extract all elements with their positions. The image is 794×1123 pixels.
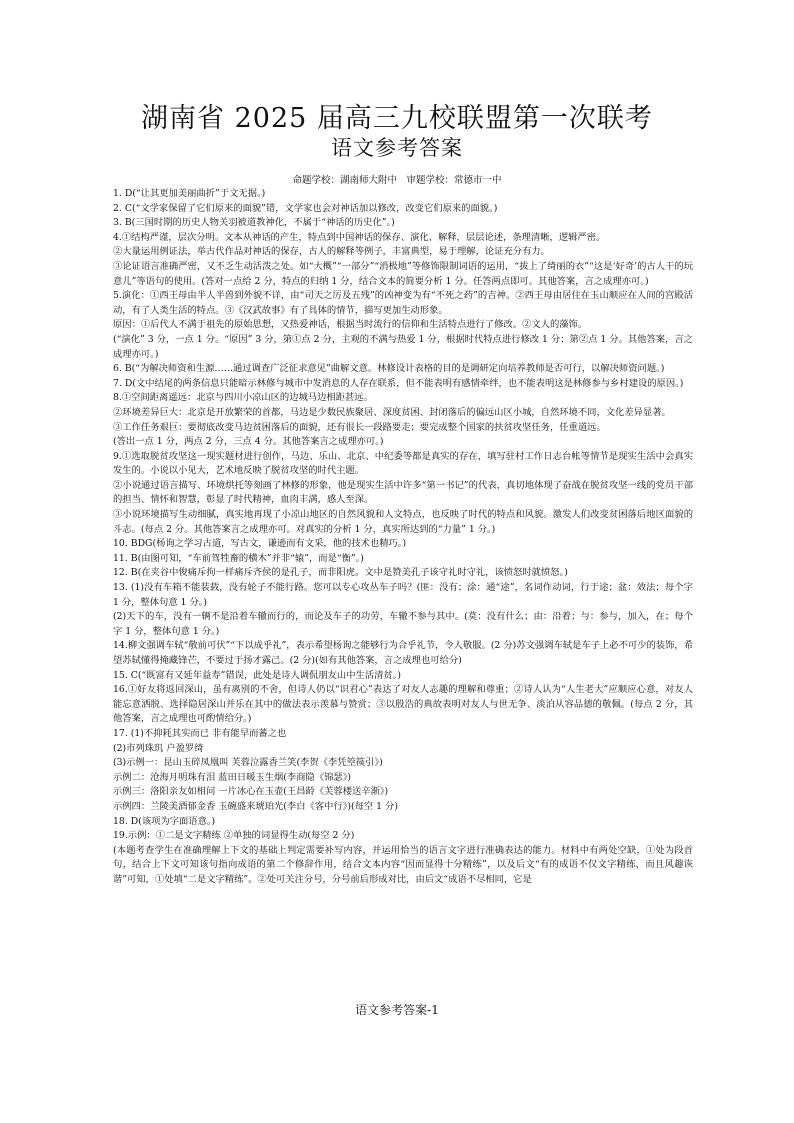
answer-line: ③论证语言准确严密，又不乏生动活泼之处。如“大概”“一部分”“消极地”等修饰限制词语的运用，“拔上了绮丽的衣”“这是‘好奇’的古人干的玩意儿”等语句的使用。(答对一点给 2 分，特点的归纳 1 分，结合文本的简要分析 1 分。任答两点即可。其他答案，言之成理亦可。)	[113, 260, 693, 287]
answer-line: (2)市列珠玑 户盈罗绮	[113, 742, 204, 754]
answer-body	[113, 187, 693, 888]
answer-line: (3)示例一：昆山玉碎凤凰叫 芙蓉泣露香兰笑(李贺《李凭箜篌引》)	[113, 757, 383, 769]
answer-line: 10. BDG(杨询之学习古道，写古文，谦逊而有文采，他的技术也精巧。)	[113, 538, 407, 550]
answer-line: 15. C(“既富有又延年益寿”错误，此处是诗人调侃朋友山中生活清贫。)	[113, 669, 401, 681]
answer-line: (本题考查学生在准确理解上下文的基础上判定需要补写内容，并运用恰当的语言文字进行准确表达的能力。材料中有两处空缺，①处为段首句，结合上下文可知该句指向成语的第二个修辞作用，结合文本内容“因而显得十分精练”，以及后文“有的成语不仅文字精练，而且风趣诙谐”可知，①处填“二是文字精练”。②处可关注分号，分号前后形成对比，由后文“成语不尽相同，它是	[113, 844, 693, 885]
answer-line: 示例二：沧海月明珠有泪 蓝田日暖玉生烟(李商隐《锦瑟》)	[113, 771, 351, 783]
answer-line: ②小说通过语言描写、环境烘托等刻画了林修的形象，他是现实生活中许多“第一书记”的代表，真切地体现了奋战在脱贫攻坚一线的党员干部的担当、情怀和智慧，彰显了时代精神，血肉丰满，感人至深。	[113, 479, 693, 506]
page-subtitle: 语文参考答案	[331, 136, 463, 160]
exam-meta: 命题学校：湖南师大附中 审题学校：常德市一中	[292, 175, 502, 186]
answer-line: 5.演化：①西王母由半人半兽到外貌不详，由“司天之厉及五残”的凶神变为有“不死之药”的吉神。②西王母由居住在玉山顺应在人间的宫殿活动，有了人类生活的特点。③《汉武故事》有了具体的情节，描写更加生动形象。	[113, 290, 693, 316]
answer-line: 2. C(“文学家保留了它们原来的面貌”错，文学家也会对神话加以修改，改变它们原来的面貌。)	[113, 202, 498, 214]
answer-line: 11. B(由图可知，“车前驾牲畜的横木”并非“辕”，而是“衡”。)	[113, 552, 364, 564]
answer-line: 14.柳文强调车轼“敬前可伏”“下以成乎礼”，表示希望杨询之能够行为合乎礼节，令人敬服。(2 分)苏文强调车轼是车子上必不可少的装饰，希望苏轼懂得掩藏锋芒，不要过于扬才露己。(2 分)(如有其他答案，言之成理也可给分)	[113, 640, 693, 666]
answer-line: (答出一点 1 分，两点 2 分，三点 4 分。其他答案言之成理亦可。)	[113, 436, 384, 448]
answer-line: ②环境差异巨大：北京是开放繁荣的首都，马边是少数民族聚居、深度贫困、封闭落后的偏远山区小城，自然环境不同，文化差异显著。	[113, 406, 671, 418]
answer-line: 示例四：兰陵美酒郁金香 玉碗盛来琥珀光(李白《客中行》)(每空 1 分)	[113, 800, 398, 812]
answer-line: 1. D(“让其更加美丽曲折”于文无据。)	[113, 188, 266, 199]
answer-line: 示例三：洛阳亲友如相问 一片冰心在玉壶(王昌龄《芙蓉楼送辛渐》)	[113, 786, 389, 798]
answer-line: (2)天下的车，没有一辆不是沿着车辙而行的，而论及车子的功劳，车辙不参与其中。(莫：没有什么；由：沿着；与：参与，加入，在；每个字 1 分，整体句意 1 分。)	[113, 611, 693, 637]
page-title: 湖南省 2025 届高三九校联盟第一次联考	[141, 103, 653, 134]
answer-line: 12. B(在夹谷中俊痛斥拘一样痛斥齐侯的是孔子，而非阳虎。文中是赞美孔子该守礼时守礼，该愤怒时就愤怒。)	[113, 567, 568, 579]
answer-line: ③小说环境描写生动细腻，真实地再现了小凉山地区的自然风貌和人文特点，也反映了时代的特点和风貌。激发人们改变贫困落后地区面貌的斗志。(每点 2 分。其他答案言之成理亦可。对真实的分析 1 分，真实所达到的“力量” 1 分。)	[113, 509, 693, 535]
page-footer: 语文参考答案-1	[355, 1003, 439, 1017]
answer-line: 7. D(文中结尾的两条信息只能暗示林修与城市中发消息的人存在联系，但不能表明有感情牵绊，也不能表明这是林修参与乡村建设的原因。)	[113, 377, 684, 389]
answer-line: 4.①结构严谨，层次分明。文本从神话的产生，特点到中国神话的保存、演化、解释，层层论述，条理清晰，逻辑严密。	[113, 231, 606, 243]
answer-line: 18. D(该项为字面语意。)	[113, 815, 216, 827]
answer-line: 16.①好友将返回深山，虽有离别的不舍，但诗人仍以“识君心”表达了对友人志趣的理解和尊重；②诗人认为“人生老大”应顺应心意，对友人能忘意洒脱、选择隐居深山并乐在其中的做法表示羡慕与赞赏；③以殷浩的典故表明对友人与世无争、淡泊从容品德的敬佩。(每点 2 分，其他答案，言之成理也可酌情给分。)	[113, 684, 693, 725]
answer-line: 8.①空间距离遥远：北京与四川小凉山区的边城马边相距甚远。	[113, 392, 373, 404]
answer-line: 3. B(三国时期的历史人物关羽被道教神化，不属于“神话的历史化”。)	[113, 217, 395, 229]
answer-line: ③工作任务艰巨：要彻底改变马边贫困落后的面貌，还有很长一段路要走；要完成整个国家的扶贫攻坚任务，任重道远。	[113, 421, 606, 433]
answer-line: 6. B(“为解决师资和生源……通过调查广泛征求意见”曲解文意。林修设计表格的目的是调研定向培养教师是否可行，以解决师资问题。)	[113, 363, 665, 375]
answer-line: (“演化” 3 分，一点 1 分。“原因” 3 分，第①点 2 分，主观的不满与热爱 1 分，根据时代特点进行修改 1 分；第②点 1 分。其他答案，言之成理亦可。)	[113, 333, 693, 360]
answer-line: ②大量运用例证法，举古代作品对神话的保存，古人的解释等例子，丰富典型，易于理解，论证充分有力。	[113, 246, 550, 258]
answer-line: 17. (1)不抑耗其实而已 非有能早而蕃之也	[113, 727, 287, 739]
answer-line: 19.示例：①二是文字精练 ②单独的词显得生动(每空 2 分)	[113, 830, 355, 842]
answer-line: 9.①选取脱贫攻坚这一现实题材进行创作，马边、乐山、北京、中纪委等都是真实的存在，填写驻村工作日志台帐等情节是现实生活中会真实发生的。小说以小见大，艺术地反映了脱贫攻坚的时代主题。	[113, 450, 693, 477]
answer-line: 13. (1)没有车箱不能装载，没有轮子不能行路。您可以专心攻丛车子吗？(匪：没有；涂：通“途”，名词作动词，行于途；盆：效法；每个字 1 分，整体句意 1 分。)	[113, 582, 693, 608]
answer-line: 原因：①后代人不满于祖先的原始思想，又热爱神话，根据当时流行的信仰和生活特点进行了修改。②文人的藻饰。	[113, 319, 588, 331]
